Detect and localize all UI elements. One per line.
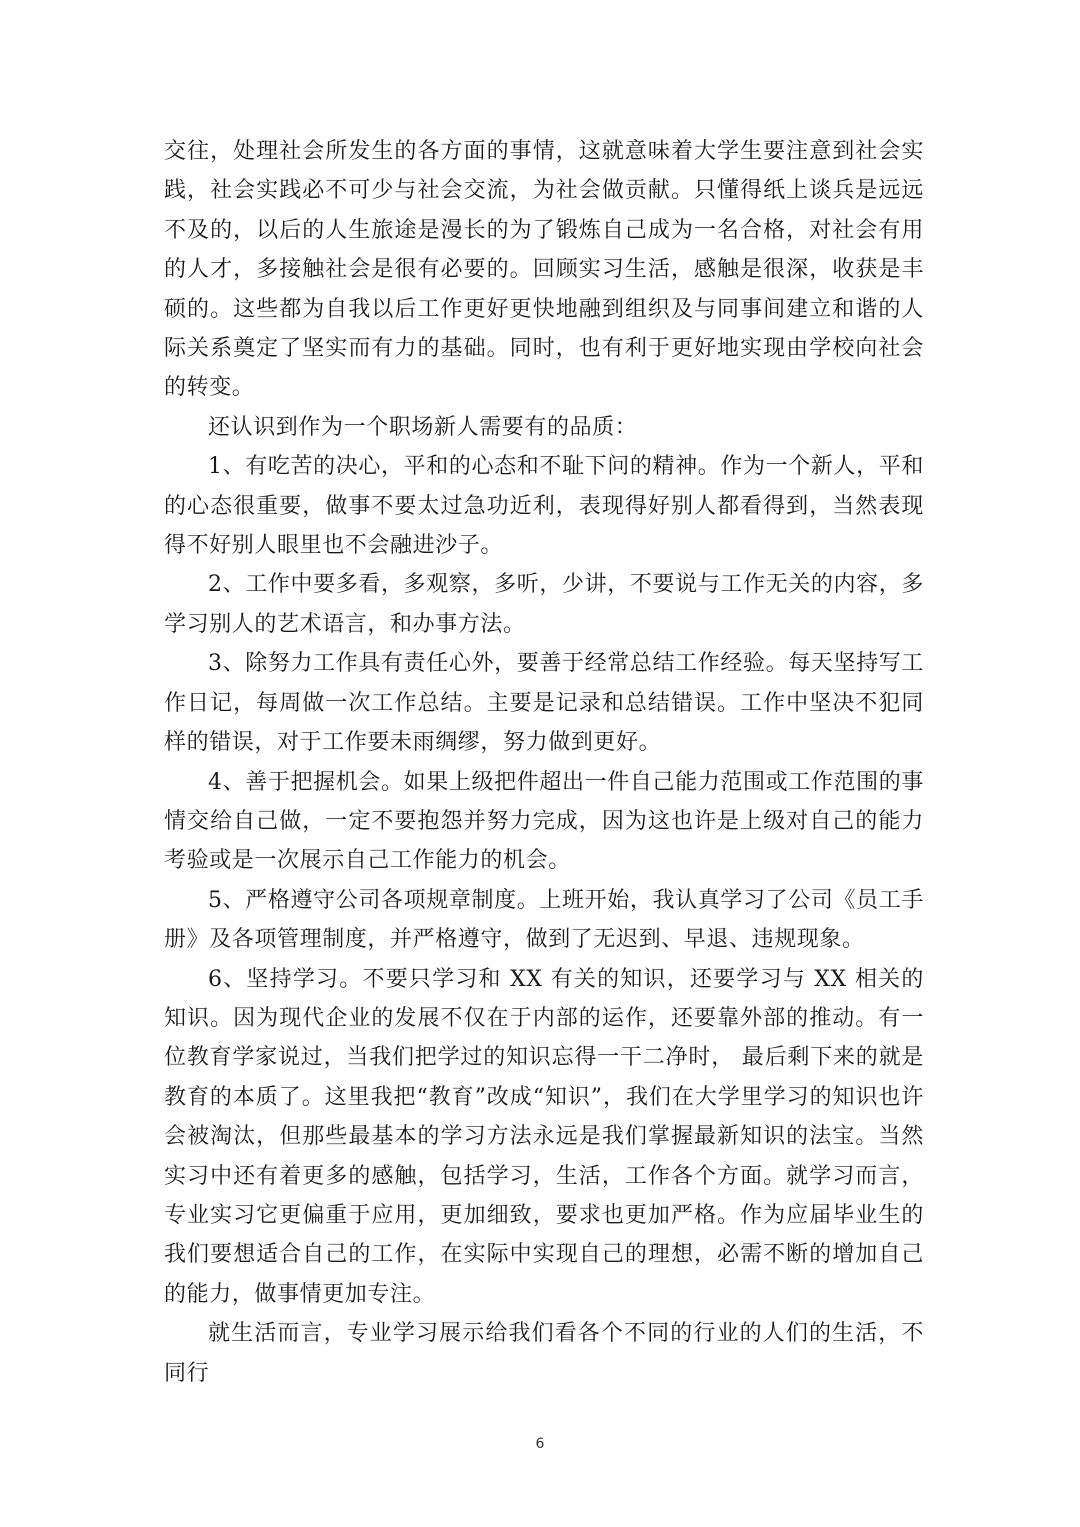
paragraph-continuation: 交往，处理社会所发生的各方面的事情，这就意味着大学生要注意到社会实践，社会实践必不可少与社会交流，为社会做贡献。只懂得纸上谈兵是远远不及的，以后的人生旅途是漫长的为了锻炼自己成为一名合格，对社会有用的人才，多接触社会是很有必要的。回顾实习生活，感触是很深，收获是丰硕的。这些都为自我以后工作更好更快地融到组织及与同事间建立和谐的人际关系奠定了坚实而有力的基础。同时，也有利于更好地实现由学校向社会的转变。 xyxy=(164,139,924,401)
paragraph-item-3: 3、除努力工作具有责任心外，要善于经常总结工作经验。每天坚持写工作日记，每周做一次工作总结。主要是记录和总结错误。工作中坚决不犯同样的错误，对于工作要未雨绸缪，努力做到更好。 xyxy=(164,651,924,756)
paragraph-item-4: 4、善于把握机会。如果上级把件超出一件自己能力范围或工作范围的事情交给自己做，一定不要抱怨并努力完成，因为这也许是上级对自己的能力考验或是一次展示自己工作能力的机会。 xyxy=(164,769,924,874)
paragraph-life-section: 就生活而言，专业学习展示给我们看各个不同的行业的人们的生活，不同行 xyxy=(164,1321,924,1386)
paragraph-qualities-intro: 还认识到作为一个职场新人需要有的品质： xyxy=(208,414,638,440)
paragraph-item-6: 6、坚持学习。不要只学习和 XX 有关的知识，还要学习与 XX 相关的知识。因为现代企业的发展不仅在于内部的运作，还要靠外部的推动。有一位教育学家说过，当我们把学过的知识忘得一干二净时， 最后剩下来的就是教育的本质了。这里我把“教育”改成“知识”，我们在大学里学习的知识也许会被淘汰，但那些最基本的学习方法永远是我们掌握最新知识的法宝。当然实习中还有着更多的感触，包括学习，生活，工作各个方面。就学习而言，专业实习它更偏重于应用，更加细致，要求也更加严格。作为应届毕业生的我们要想适合自己的工作，在实际中实现自己的理想，必需不断的增加自己的能力，做事情更加专注。 xyxy=(164,966,924,1307)
paragraph-item-2: 2、工作中要多看，多观察，多听，少讲，不要说与工作无关的内容，多学习别人的艺术语言，和办事方法。 xyxy=(164,572,924,637)
paragraph-item-5: 5、严格遵守公司各项规章制度。上班开始，我认真学习了公司《员工手册》及各项管理制度，并严格遵守，做到了无迟到、早退、违规现象。 xyxy=(164,887,924,953)
document-body xyxy=(164,132,924,1393)
page-number: 6 xyxy=(535,1436,545,1452)
paragraph-item-1: 1、有吃苦的决心，平和的心态和不耻下问的精神。作为一个新人，平和的心态很重要，做事不要太过急功近利，表现得好别人都看得到，当然表现得不好别人眼里也不会融进沙子。 xyxy=(164,454,924,559)
